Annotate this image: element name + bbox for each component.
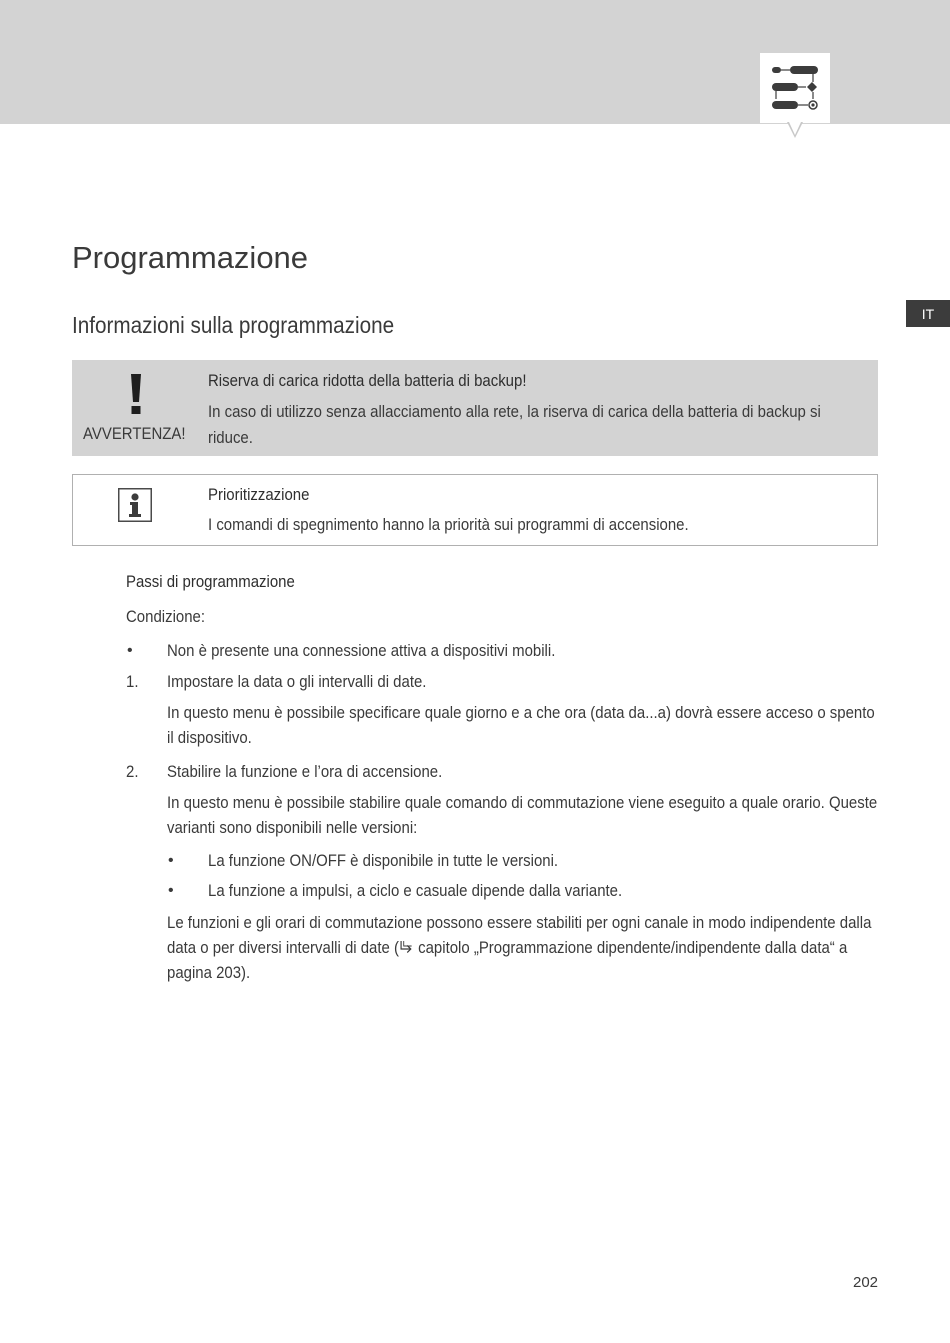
step-2-detail: In questo menu è possibile stabilire quale comando di commutazione viene eseguito a quale orario. Queste varianti sono disponibili nelle versioni: bbox=[167, 793, 878, 837]
step-number: 2. bbox=[126, 762, 139, 781]
exclamation-icon bbox=[126, 372, 146, 416]
info-icon bbox=[118, 488, 152, 522]
warning-label: AVVERTENZA! bbox=[83, 424, 186, 443]
variant-item: La funzione ON/OFF è disponibile in tutte le versioni. bbox=[208, 851, 559, 870]
step-1-text: Impostare la data o gli intervalli di date. bbox=[167, 672, 427, 691]
variant-item: La funzione a impulsi, a ciclo e casuale dipende dalla variante. bbox=[208, 881, 623, 900]
warning-text: In caso di utilizzo senza allacciamento alla rete, la riserva di carica della batteria di backup si riduce. bbox=[208, 402, 821, 447]
bullet-marker: • bbox=[168, 882, 174, 899]
page-number: 202 bbox=[853, 1274, 879, 1291]
step-2-text: Stabilire la funzione e l’ora di accensione. bbox=[167, 762, 443, 781]
page-title: Programmazione bbox=[72, 240, 309, 275]
info-title: Prioritizzazione bbox=[208, 485, 310, 504]
step-number: 1. bbox=[126, 672, 139, 691]
chapter-reference[interactable]: capitolo „Programmazione dipendente/indipendente dalla data“ a pagina 203). bbox=[167, 938, 848, 982]
bullet-marker: • bbox=[127, 642, 133, 659]
step-1-detail: In questo menu è possibile specificare quale giorno e a che ora (data da...a) dovrà essere acceso o spento il dispositivo. bbox=[167, 703, 875, 747]
info-text: I comandi di spegnimento hanno la priorità sui programmi di accensione. bbox=[208, 515, 689, 534]
section-title: Informazioni sulla programmazione bbox=[72, 312, 395, 338]
warning-title: Riserva di carica ridotta della batteria di backup! bbox=[208, 371, 527, 390]
reference-arrow-icon bbox=[399, 940, 414, 955]
bullet-marker: • bbox=[168, 852, 174, 869]
callout-pointer-fill bbox=[789, 122, 801, 135]
info-box bbox=[72, 474, 878, 546]
condition-item: Non è presente una connessione attiva a dispositivi mobili. bbox=[167, 641, 556, 660]
step-2-closing: Le funzioni e gli orari di commutazione possono essere stabiliti per ogni canale in modo indipendente dalla data o per diversi intervalli di date ( capitolo „Programmazione dipendente/indipendente dalla data“ a pagina 203). bbox=[167, 913, 872, 982]
condition-label: Condizione: bbox=[126, 607, 206, 626]
program-flow-icon bbox=[760, 53, 830, 123]
language-tab: IT bbox=[906, 300, 950, 327]
steps-heading: Passi di programmazione bbox=[126, 572, 295, 591]
